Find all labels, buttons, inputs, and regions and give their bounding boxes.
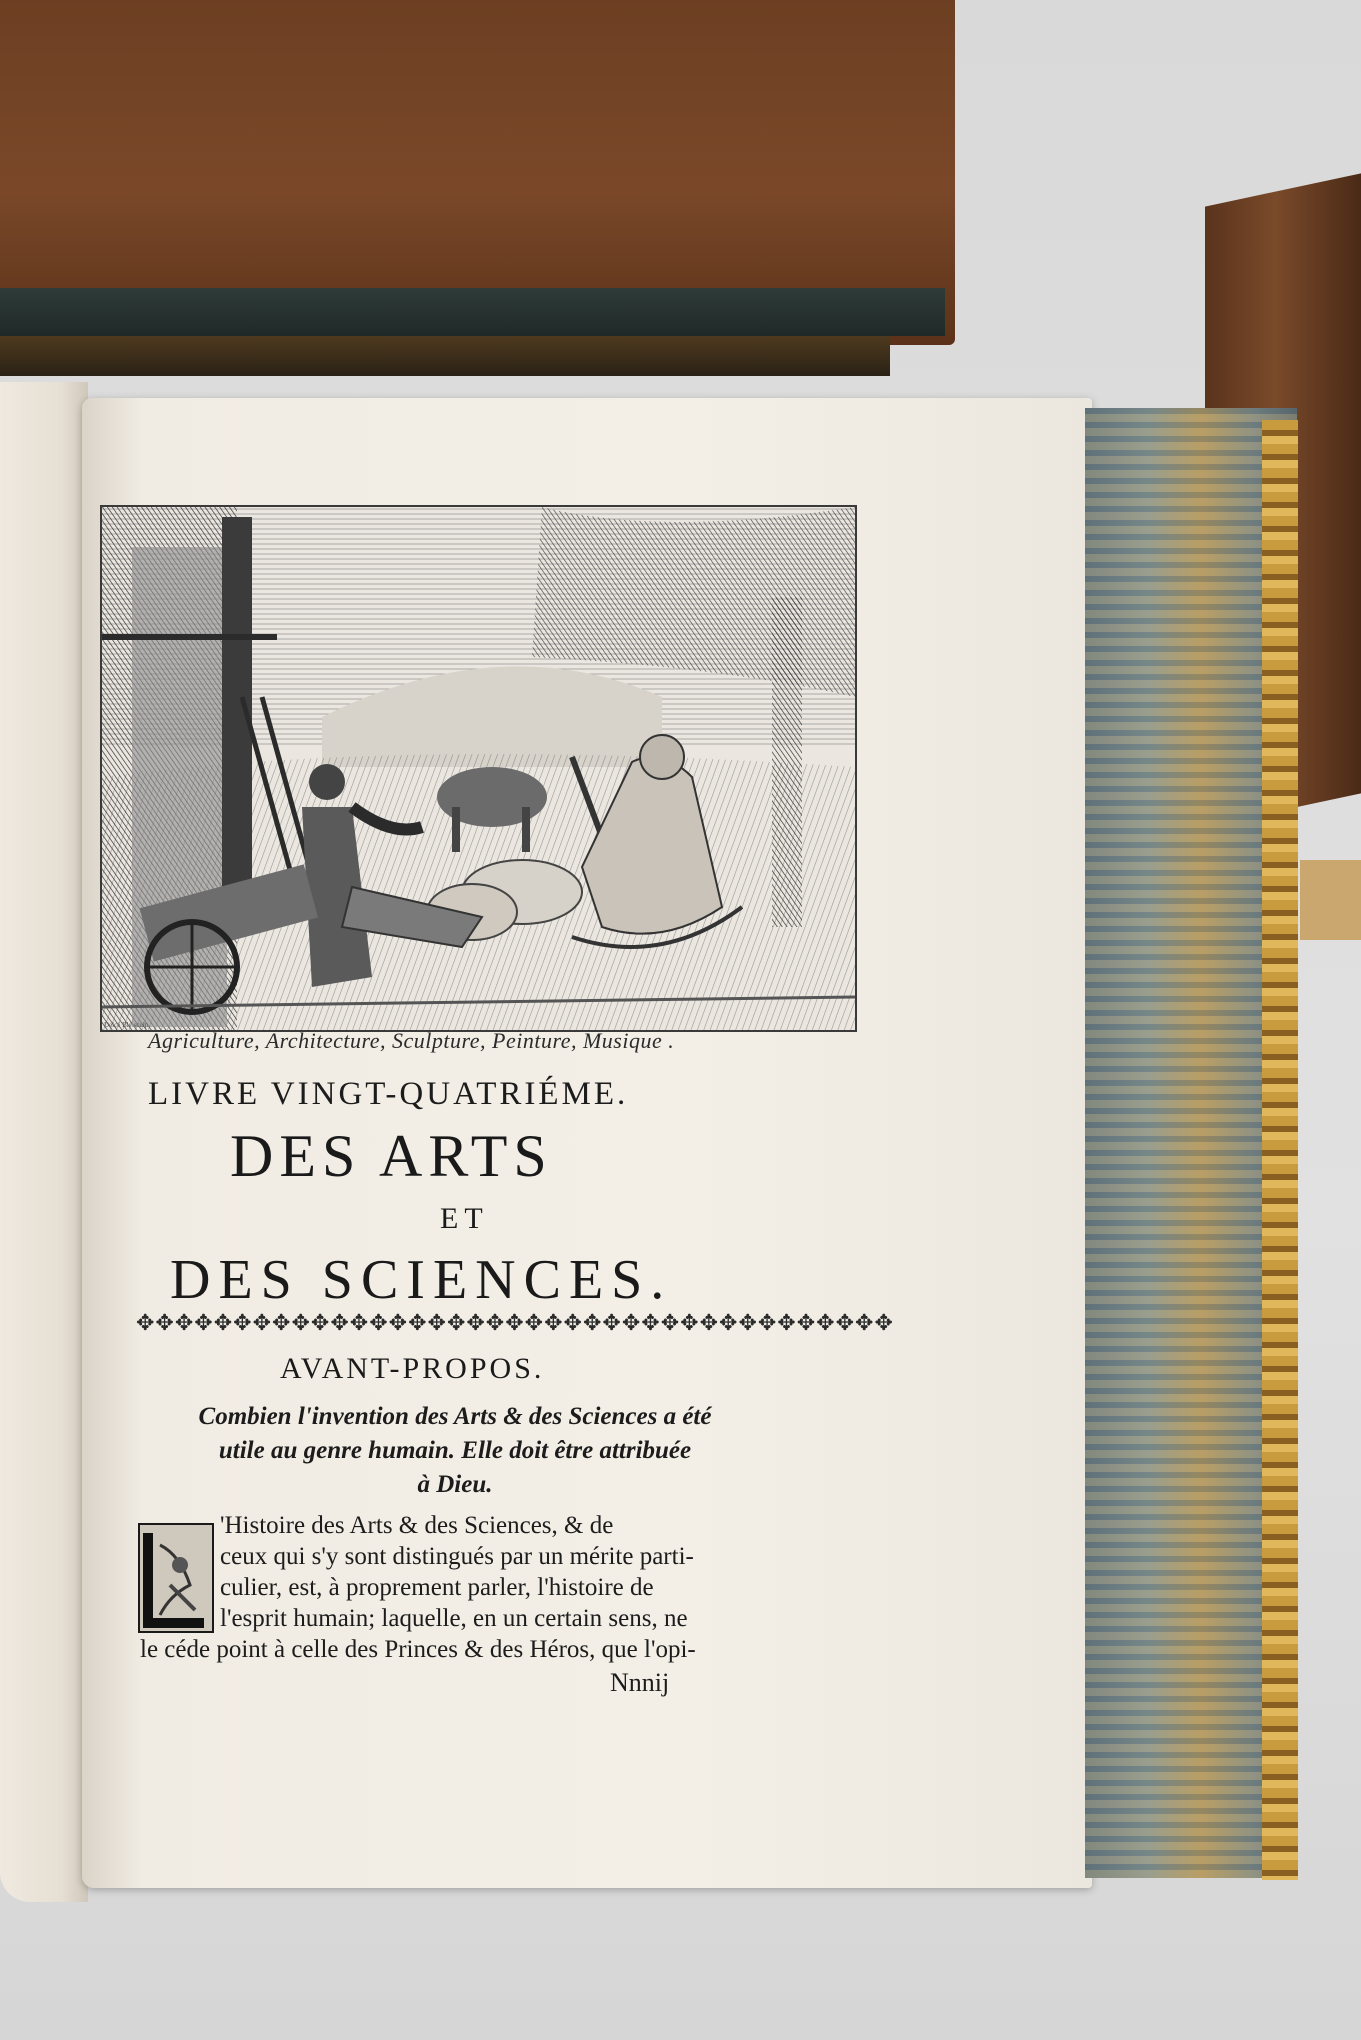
body-paragraph: [140, 1510, 780, 1665]
engraving-caption: Agriculture, Architecture, Sculpture, Peinture, Musique .: [148, 1028, 675, 1053]
closed-book-gilt-edge: [0, 336, 890, 376]
body-line: ceux qui s'y sont distingués par un mérite parti-: [220, 1543, 694, 1570]
subtitle-line: Combien l'invention des Arts & des Sciences a été: [198, 1403, 712, 1430]
wooden-block: [1300, 860, 1361, 940]
left-page-edge: [0, 382, 88, 1902]
avant-propos-heading: AVANT-PROPOS.: [280, 1352, 545, 1385]
signature-mark: Nnnij: [610, 1668, 670, 1697]
ornamental-rule: ✥✥✥✥✥✥✥✥✥✥✥✥✥✥✥✥✥✥✥✥✥✥✥✥✥✥✥✥✥✥✥✥✥✥✥✥✥✥✥: [136, 1310, 894, 1335]
body-line: culier, est, à proprement parler, l'histoire de: [220, 1574, 654, 1601]
gilt-binding-edge: [1262, 420, 1298, 1880]
body-line: le céde point à celle des Princes & des Héros, que l'opi-: [140, 1636, 696, 1663]
closed-book-spine-edge: [0, 288, 945, 336]
book-number-heading: LIVRE VINGT-QUATRIÉME.: [148, 1076, 629, 1112]
body-line: 'Histoire des Arts & des Sciences, & de: [220, 1512, 614, 1539]
title-line-1: DES ARTS: [230, 1123, 553, 1189]
title-line-2: DES SCIENCES.: [170, 1249, 673, 1311]
subtitle-line: utile au genre humain. Elle doit être attribuée: [218, 1437, 692, 1464]
section-subtitle: [130, 1400, 780, 1502]
subtitle-line: à Dieu.: [417, 1471, 493, 1498]
body-line: l'esprit humain; laquelle, en un certain sens, ne: [220, 1605, 688, 1632]
engraving-illustration: [100, 505, 857, 1032]
engraver-mark: Delcé Blé sculp.: [104, 1021, 151, 1029]
title-conjunction: ET: [440, 1202, 489, 1235]
